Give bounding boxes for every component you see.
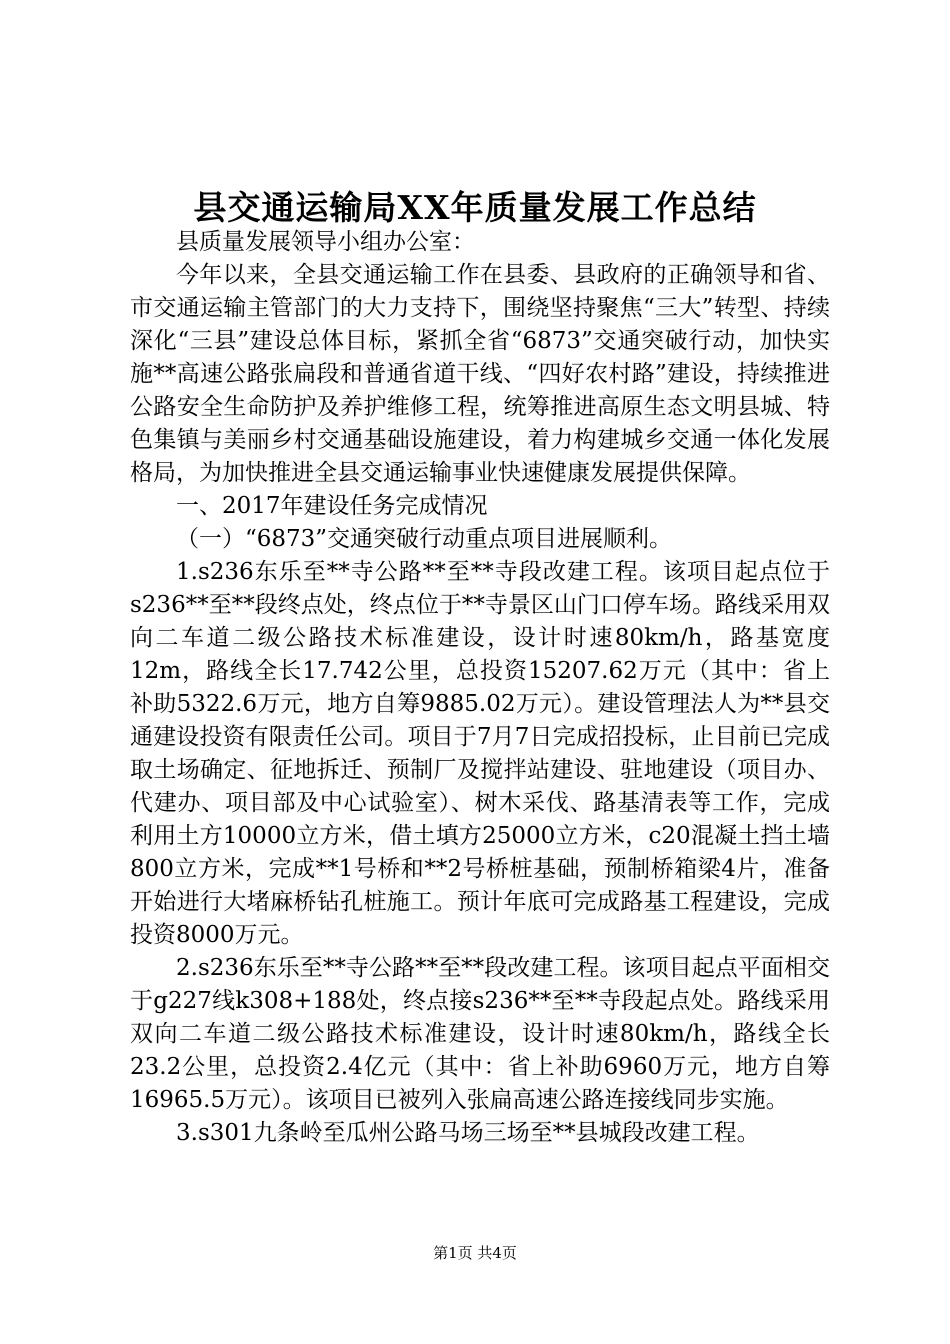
document-title: 县交通运输局XX年质量发展工作总结 — [193, 188, 757, 227]
intro-paragraph: 今年以来，全县交通运输工作在县委、县政府的正确领导和省、市交通运输主管部门的大力支持下，围绕坚持聚焦“三大”转型、持续深化“三县”建设总体目标，紧抓全省“6873”交通突破行动，加快实施**高速公路张扁段和普通省道干线、“四好农村路”建设，持续推进公路安全生命防护及养护维修工程，统筹推进高原生态文明县城、特色集镇与美丽乡村交通基础设施建设，着力构建城乡交通一体化发展格局，为加快推进全县交通运输事业快速健康发展提供保障。 — [130, 262, 830, 486]
page-footer: 第1页 共4页 — [433, 1244, 517, 1262]
section-heading: 一、2017年建设任务完成情况 — [176, 493, 488, 519]
salutation-paragraph: 县质量发展领导小组办公室： — [176, 229, 475, 255]
document-body — [130, 226, 830, 1150]
project-3-paragraph: 3.s301九条岭至瓜州公路马场三场至**县城段改建工程。 — [176, 1120, 760, 1146]
subsection-heading: （一）“6873”交通突破行动重点项目进展顺利。 — [176, 526, 673, 552]
project-1-paragraph: 1.s236东乐至**寺公路**至**寺段改建工程。该项目起点位于s236**至**段终点处，终点位于**寺景区山门口停车场。路线采用双向二车道二级公路技术标准建设，设计时速80km/h，路基宽度12m，路线全长17.742公里，总投资15207.62万元（其中：省上补助5322.6万元，地方自筹9885.02万元）。建设管理法人为**县交通建设投资有限责任公司。项目于7月7日完成招投标，止目前已完成取土场确定、征地拆迁、预制厂及搅拌站建设、驻地建设（项目办、代建办、项目部及中心试验室）、树木采伐、路基清表等工作，完成利用土方10000立方米，借土填方25000立方米，c20混凝土挡土墙800立方米，完成**1号桥和**2号桥桩基础，预制桥箱梁4片，准备开始进行大堵麻桥钻孔桩施工。预计年底可完成路基工程建设，完成投资8000万元。 — [130, 559, 830, 948]
project-2-paragraph: 2.s236东乐至**寺公路**至**段改建工程。该项目起点平面相交于g227线k308+188处，终点接s236**至**寺段起点处。路线采用双向二车道二级公路技术标准建设，设计时速80km/h，路线全长23.2公里，总投资2.4亿元（其中：省上补助6960万元，地方自筹16965.5万元）。该项目已被列入张扁高速公路连接线同步实施。 — [130, 955, 830, 1113]
